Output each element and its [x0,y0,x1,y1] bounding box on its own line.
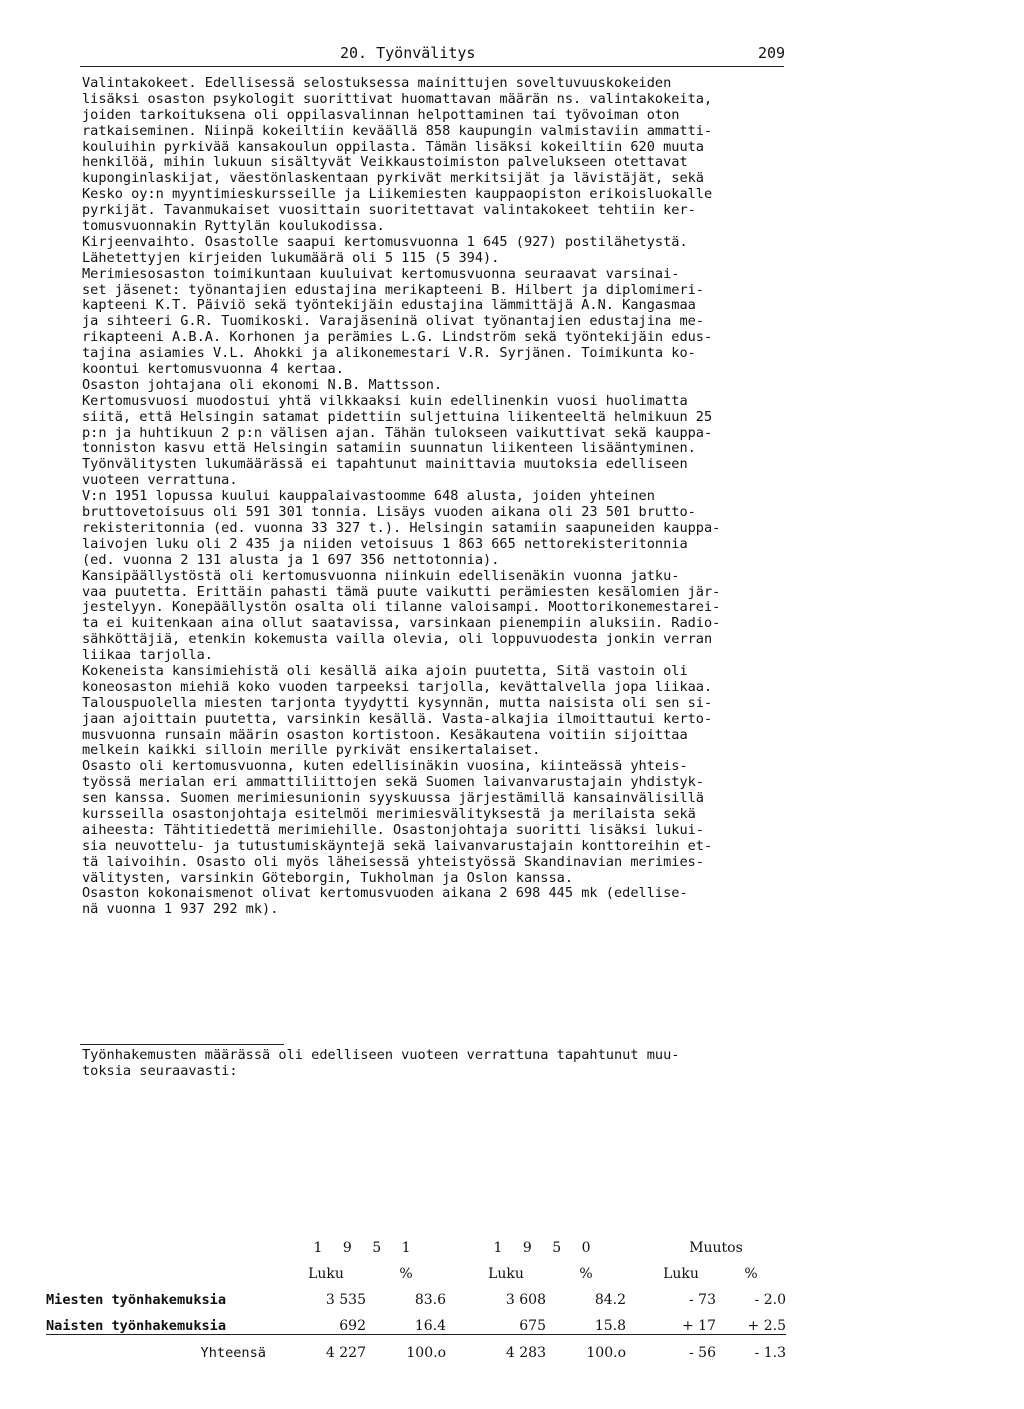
text-line: kapteeni K.T. Päiviö sekä työntekijäin edustajina lämmittäjä A.N. Kangasmaa [82,297,696,314]
subhead-pct: % [744,1266,758,1282]
text-line: Merimiesosaston toimikuntaan kuuluivat kertomusvuonna seuraavat varsinai- [82,265,680,282]
table-cell: 83.6 [414,1292,446,1308]
text-line: henkilöä, mihin lukuun sisältyvät Veikkaustoimiston palvelukseen otettavat [82,154,688,171]
text-line: aiheesta: Tähtitiedettä merimiehille. Osastonjohtaja suoritti lisäksi lukui- [82,821,704,838]
row-label: Naisten työnhakemuksia [46,1318,227,1334]
text-line: bruttovetoisuus oli 591 301 tonnia. Lisäys vuoden aikana oli 23 501 brutto- [82,504,696,521]
table-cell: 16.4 [414,1318,446,1334]
table-cell: 3 535 [325,1292,366,1308]
text-line: Työnhakemusten määrässä oli edelliseen vuoteen verrattuna tapahtunut muu- [82,1047,680,1063]
text-line: tä laivoihin. Osasto oli myös läheisessä yhteistyössä Skandinavian merimies- [82,853,704,870]
text-line: set jäsenet: työnantajien edustajina merikapteeni B. Hilbert ja diplomimeri- [82,281,704,298]
text-line: kouluihin pyrkivää kansakoulun oppilasta. Tämän lisäksi kokeiltiin 620 muuta [82,138,704,155]
text-line: joiden tarkoituksena oli oppilasvalinnan helpottaminen tai työvoiman oton [82,106,680,123]
text-line: jestelyyn. Konepäällystön osalta oli tilanne valoisampi. Moottorikonemestarei- [82,599,721,616]
table-cell: 4 227 [286,1335,366,1362]
text-line: Kansipäällystöstä oli kertomusvuonna niinkuin edellisenäkin vuonna jatku- [82,567,680,584]
text-line: vuoteen verrattuna. [82,472,238,489]
text-line: nä vuonna 1 937 292 mk). [82,901,279,918]
text-line: Talouspuolella miesten tarjonta tyydytti kysynnän, mutta naisista oli sen si- [82,694,713,711]
text-line: tonniston kasvu että Helsingin satamiin suunnatun liikenteen lisääntyminen. [82,440,696,457]
text-line: tomusvuonnakin Ryttylän koulukodissa. [82,218,385,235]
text-line: toksia seuraavasti: [82,1062,238,1079]
text-line: ja sihteeri G.R. Tuomikoski. Varajäseninä olivat työnantajien edustajina me- [82,313,704,330]
text-line: koontui kertomusvuonna 4 kertaa. [82,361,344,378]
table-cell: 100.o [366,1335,446,1362]
text-line: sähköttäjiä, etenkin kokemusta vailla olevia, oli loppuvuodesta jonkin verran [82,631,713,648]
change-header: Muutos [689,1240,743,1256]
section-rule [80,1044,284,1045]
text-line: kursseilla osastonjohtaja esitelmöi merimiesvälityksestä ja merilaista sekä [82,805,696,822]
text-line: pyrkijät. Tavanmukaiset vuosittain suoritettavat valintakokeet tehtiin ker- [82,202,696,219]
text-line: koneosaston miehiä koko vuoden tarpeeksi tarjolla, kevättalvella jopa liikaa. [82,678,713,695]
subhead-count: Luku [663,1266,699,1282]
text-line: Osaston johtajana oli ekonomi N.B. Mattsson. [82,376,443,393]
subhead-pct: % [579,1266,593,1282]
job-applications-table [46,1230,786,1361]
total-label: Yhteensä [46,1335,286,1362]
text-line: ta ei kuitenkaan aina ollut saatavissa, varsinkaan pienempiin aluksiin. Radio- [82,615,721,632]
text-line: sia neuvottelu- ja tutustumiskäyntejä sekä laivanvarustajain konttoreihin et- [82,837,713,854]
text-line: p:n ja huhtikuun 2 p:n välisen ajan. Tähän tulokseen vaikuttivat sekä kauppa- [82,424,713,441]
text-line: Osaston kokonaismenot olivat kertomusvuoden aikana 2 698 445 mk (edellise- [82,885,688,902]
table-cell: - 2.0 [754,1292,786,1308]
text-line: vaa puutetta. Erittäin pahasti tämä puute vaikutti perämiesten kesälomien jär- [82,583,721,600]
table-cell: + 17 [682,1318,716,1334]
text-line: V:n 1951 lopussa kuului kauppalaivastoomme 648 alusta, joiden yhteinen [82,488,655,505]
text-line: liikaa tarjolla. [82,647,213,664]
table-year-row [46,1230,786,1256]
text-line: musvuonna runsain määrin osaston kortistoon. Kesäkautena voitiin sijoittaa [82,726,688,743]
subhead-count: Luku [488,1266,524,1282]
table-cell: + 2.5 [747,1318,786,1334]
text-line: Kertomusvuosi muodostui yhtä vilkkaaksi kuin edellinenkin vuosi huolimatta [82,392,688,409]
text-line: rikapteeni A.B.A. Korhonen ja perämies L.G. Lindström sekä työntekijäin edus- [82,329,713,346]
table-cell: 3 608 [505,1292,546,1308]
page-number: 209 [758,44,786,62]
table-row [46,1282,786,1308]
text-line: Osasto oli kertomusvuonna, kuten edellisinäkin vuosina, kiinteässä yhteis- [82,758,688,775]
subhead-pct: % [399,1266,413,1282]
text-line: sen kanssa. Suomen merimiesunionin syyskuussa järjestämillä kansainvälisillä [82,790,704,807]
table-cell: 84.2 [594,1292,626,1308]
text-line: työssä merialan eri ammattiliittojen sekä Suomen laivanvarustajain yhdistyk- [82,774,704,791]
page-header-title: 20. Työnvälitys [340,44,476,62]
table-cell: - 73 [689,1292,716,1308]
table-cell: 675 [519,1318,546,1334]
body-text-2 [82,1048,802,1080]
text-line: kuponginlaskijat, väestönlaskentaan pyrkivät merkitsijät ja lävistäjät, sekä [82,170,704,187]
text-line: Työnvälitysten lukumäärässä ei tapahtunut mainittavia muutoksia edelliseen [82,456,688,473]
table-cell: 4 283 [466,1335,546,1362]
text-line: laivojen luku oli 2 435 ja niiden vetoisuus 1 863 665 nettorekisteritonnia [82,535,688,552]
table-cell: 692 [339,1318,366,1334]
text-line: Lähetettyjen kirjeiden lukumäärä oli 5 115 (5 394). [82,249,500,266]
table-cell: 15.8 [594,1318,626,1334]
text-line: Kesko oy:n myyntimieskursseille ja Liikemiesten kauppaopiston erikoisluokalle [82,186,713,203]
text-line: välitysten, varsinkin Göteborgin, Tukholman ja Oslon kanssa. [82,869,574,886]
text-line: rekisteritonnia (ed. vuonna 33 327 t.). Helsingin satamiin saapuneiden kauppa- [82,519,721,536]
text-line: siitä, että Helsingin satamat pidettiin suljettuina liikenteeltä helmikuun 25 [82,408,713,425]
row-label: Miesten työnhakemuksia [46,1292,227,1308]
year-1951: 1 9 5 1 [313,1240,419,1256]
table-cell: 100.o [546,1335,626,1362]
text-line: melkein kaikki silloin merille pyrkivät ensikertalaiset. [82,742,541,759]
table-cell: - 1.3 [716,1335,786,1362]
text-line: lisäksi osaston psykologit suorittivat huomattavan määrän ns. valintakokeita, [82,90,713,107]
year-1950: 1 9 5 0 [493,1240,599,1256]
header-rule [80,66,784,67]
text-line: ratkaiseminen. Niinpä kokeiltiin keväällä 858 kaupungin valmistaviin ammatti- [82,122,713,139]
table-total-row [46,1335,786,1362]
table-row [46,1308,786,1335]
text-line: Kokeneista kansimiehistä oli kesällä aika ajoin puutetta, Sitä vastoin oli [82,662,688,679]
text-line: (ed. vuonna 2 131 alusta ja 1 697 356 nettotonnia). [82,551,500,568]
text-line: Valintakokeet. Edellisessä selostuksessa mainittujen soveltuvuuskokeiden [82,75,672,91]
text-line: jaan ajoittain puutetta, varsinkin kesällä. Vasta-alkajia ilmoittautui kerto- [82,710,713,727]
subhead-count: Luku [308,1266,344,1282]
table-cell: - 56 [646,1335,716,1362]
text-line: tajina asiamies V.L. Ahokki ja alikonemestari V.R. Syrjänen. Toimikunta ko- [82,345,696,362]
table-subheader-row [46,1256,786,1282]
body-text [82,76,802,918]
text-line: Kirjeenvaihto. Osastolle saapui kertomusvuonna 1 645 (927) postilähetystä. [82,233,688,250]
